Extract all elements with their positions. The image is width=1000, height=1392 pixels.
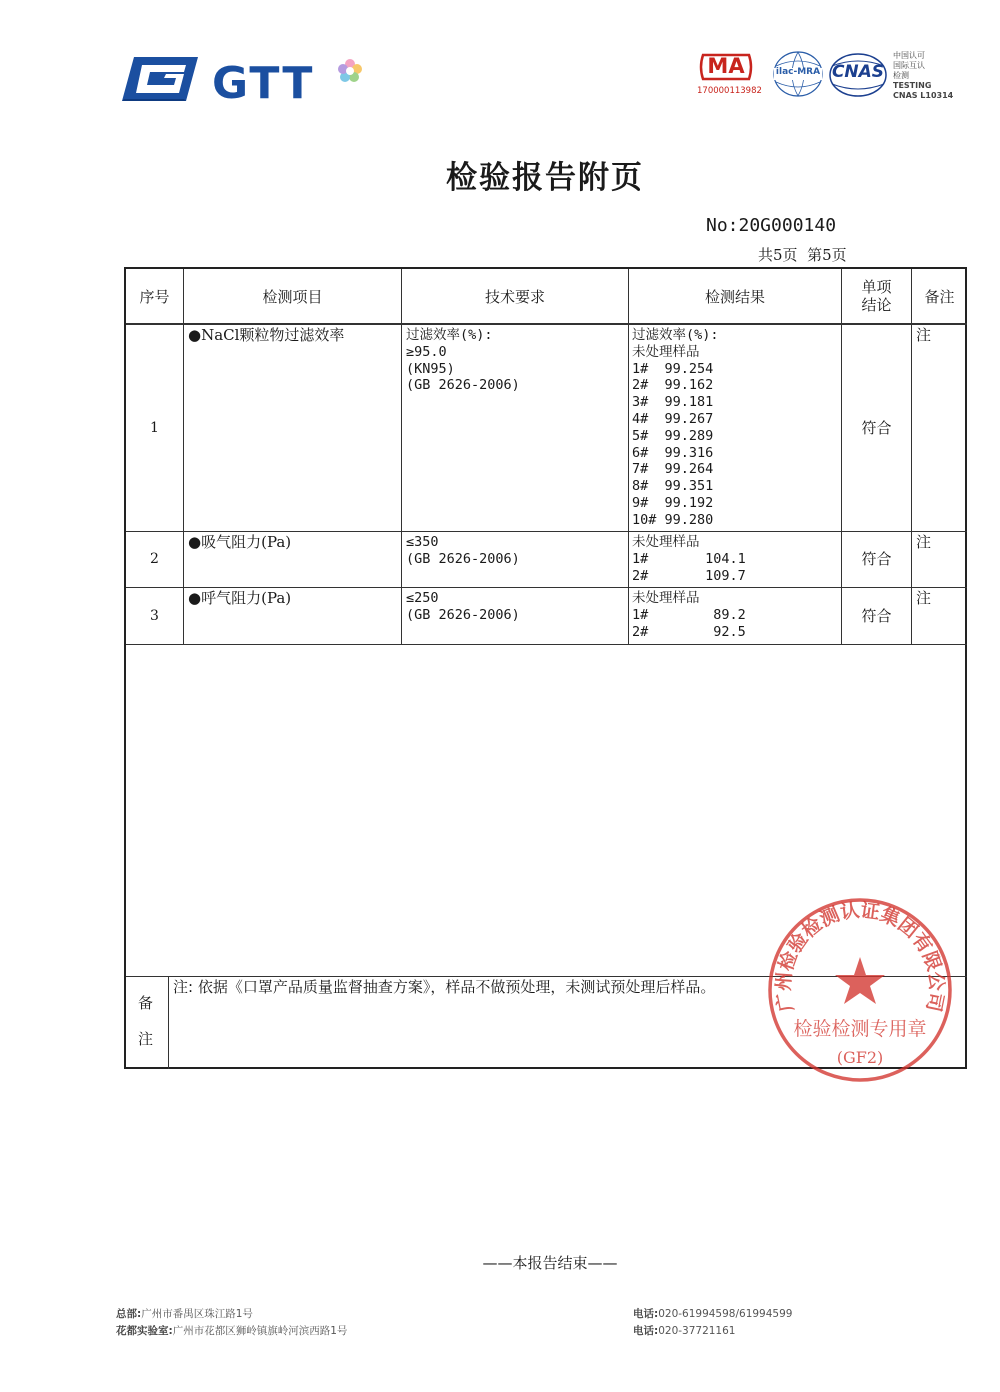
header-item: 检测项目 — [262, 287, 323, 306]
header-requirement: 技术要求 — [484, 287, 545, 306]
cnas-cn-line-3: 检测 — [893, 71, 909, 80]
header-seq: 序号 — [139, 287, 170, 306]
row-3-item: ●呼气阻力(Pa) — [188, 589, 292, 607]
seal-code-text: (GF2) — [836, 1048, 884, 1067]
header-remark: 备注 — [924, 287, 955, 306]
row-3-requirement: ≤250 (GB 2626-2006) — [406, 590, 520, 623]
row-1-requirement: 过滤效率(%): ≥95.0 (KN95) (GB 2626-2006) — [406, 327, 520, 394]
row-3-remark: 注 — [916, 589, 932, 607]
footer-hq-label: 总部: — [116, 1308, 142, 1320]
row-1-seq: 1 — [150, 419, 159, 436]
notes-text: 注: 依据《口罩产品质量监督抽查方案》，样品不做预处理，未测试预处理后样品。 — [173, 978, 716, 996]
row-2-requirement: ≤350 (GB 2626-2006) — [406, 534, 520, 567]
notes-label-2: 注 — [138, 1030, 154, 1048]
footer-hq-address: 广州市番禺区珠江路1号 — [141, 1308, 253, 1320]
ma-cert-logo — [697, 52, 755, 82]
flower-logo-icon — [337, 58, 363, 84]
footer-hq-phone: 020-61994598/61994599 — [658, 1308, 793, 1320]
row-3-conclusion: 符合 — [861, 606, 892, 625]
footer-lab-tel-label: 电话: — [633, 1325, 659, 1337]
header-conclusion: 单项 结论 — [861, 278, 892, 314]
footer-hq-tel-label: 电话: — [633, 1308, 659, 1320]
footer-lab — [116, 1323, 347, 1338]
report-title: 检验报告附页 — [446, 160, 644, 196]
ma-number: 170000113982 — [697, 86, 762, 96]
cnas-cn-line-2: 国际互认 — [893, 61, 925, 70]
svg-text:广州检验检测认证集团有限公司 — [772, 900, 948, 1014]
footer-lab-label: 花都实验室: — [116, 1325, 173, 1337]
cnas-text: CNAS — [831, 62, 885, 82]
notes-label-1: 备 — [138, 994, 154, 1012]
page-info: 共5页 第5页 — [758, 246, 847, 264]
row-1-remark: 注 — [916, 326, 932, 344]
row-1-item: ●NaCl颗粒物过滤效率 — [188, 326, 345, 344]
row-2-remark: 注 — [916, 533, 932, 551]
report-number: No:20G000140 — [706, 215, 837, 236]
cnas-cn-label — [893, 51, 953, 101]
official-seal-graphic — [765, 895, 955, 1085]
ilac-mra-text: ilac-MRA — [775, 67, 821, 77]
cnas-number: CNAS L10314 — [893, 91, 954, 100]
footer-hq-tel — [633, 1306, 792, 1321]
row-3-result: 未处理样品 1# 89.2 2# 92.5 — [632, 590, 746, 640]
footer-lab-tel — [633, 1323, 735, 1338]
row-2-item: ●吸气阻力(Pa) — [188, 533, 292, 551]
row-2-seq: 2 — [150, 551, 159, 568]
row-1-result: 过滤效率(%): 未处理样品 1# 99.254 2# 99.162 3# 99.181 4# 99.267 5# 99.289 6# 99.316 7# 99.264 8# 99.351 9# 99.192 10# 99.280 — [632, 327, 719, 528]
footer-hq — [116, 1306, 253, 1321]
gtt-logo-icon — [120, 55, 200, 103]
seal-ring-text: 广州检验检测认证集团有限公司 — [772, 899, 948, 1014]
report-end-text: ——本报告结束—— — [482, 1254, 618, 1272]
footer-lab-phone: 020-37721161 — [658, 1325, 736, 1337]
header-result: 检测结果 — [704, 287, 765, 306]
official-seal — [765, 895, 955, 1085]
gtt-logo-text: GTT — [212, 58, 315, 109]
ma-text: MA — [707, 54, 745, 78]
cnas-testing-label: TESTING — [893, 81, 932, 90]
row-1-conclusion: 符合 — [861, 418, 892, 437]
cnas-cn-line-1: 中国认可 — [893, 51, 925, 60]
seal-center-text: 检验检测专用章 — [793, 1018, 927, 1040]
seal-star-icon — [835, 957, 885, 1004]
footer-lab-address: 广州市花都区狮岭镇旗岭河滨西路1号 — [172, 1325, 348, 1337]
row-3-seq: 3 — [150, 607, 159, 624]
row-2-result: 未处理样品 1# 104.1 2# 109.7 — [632, 534, 746, 584]
row-2-conclusion: 符合 — [861, 550, 892, 569]
